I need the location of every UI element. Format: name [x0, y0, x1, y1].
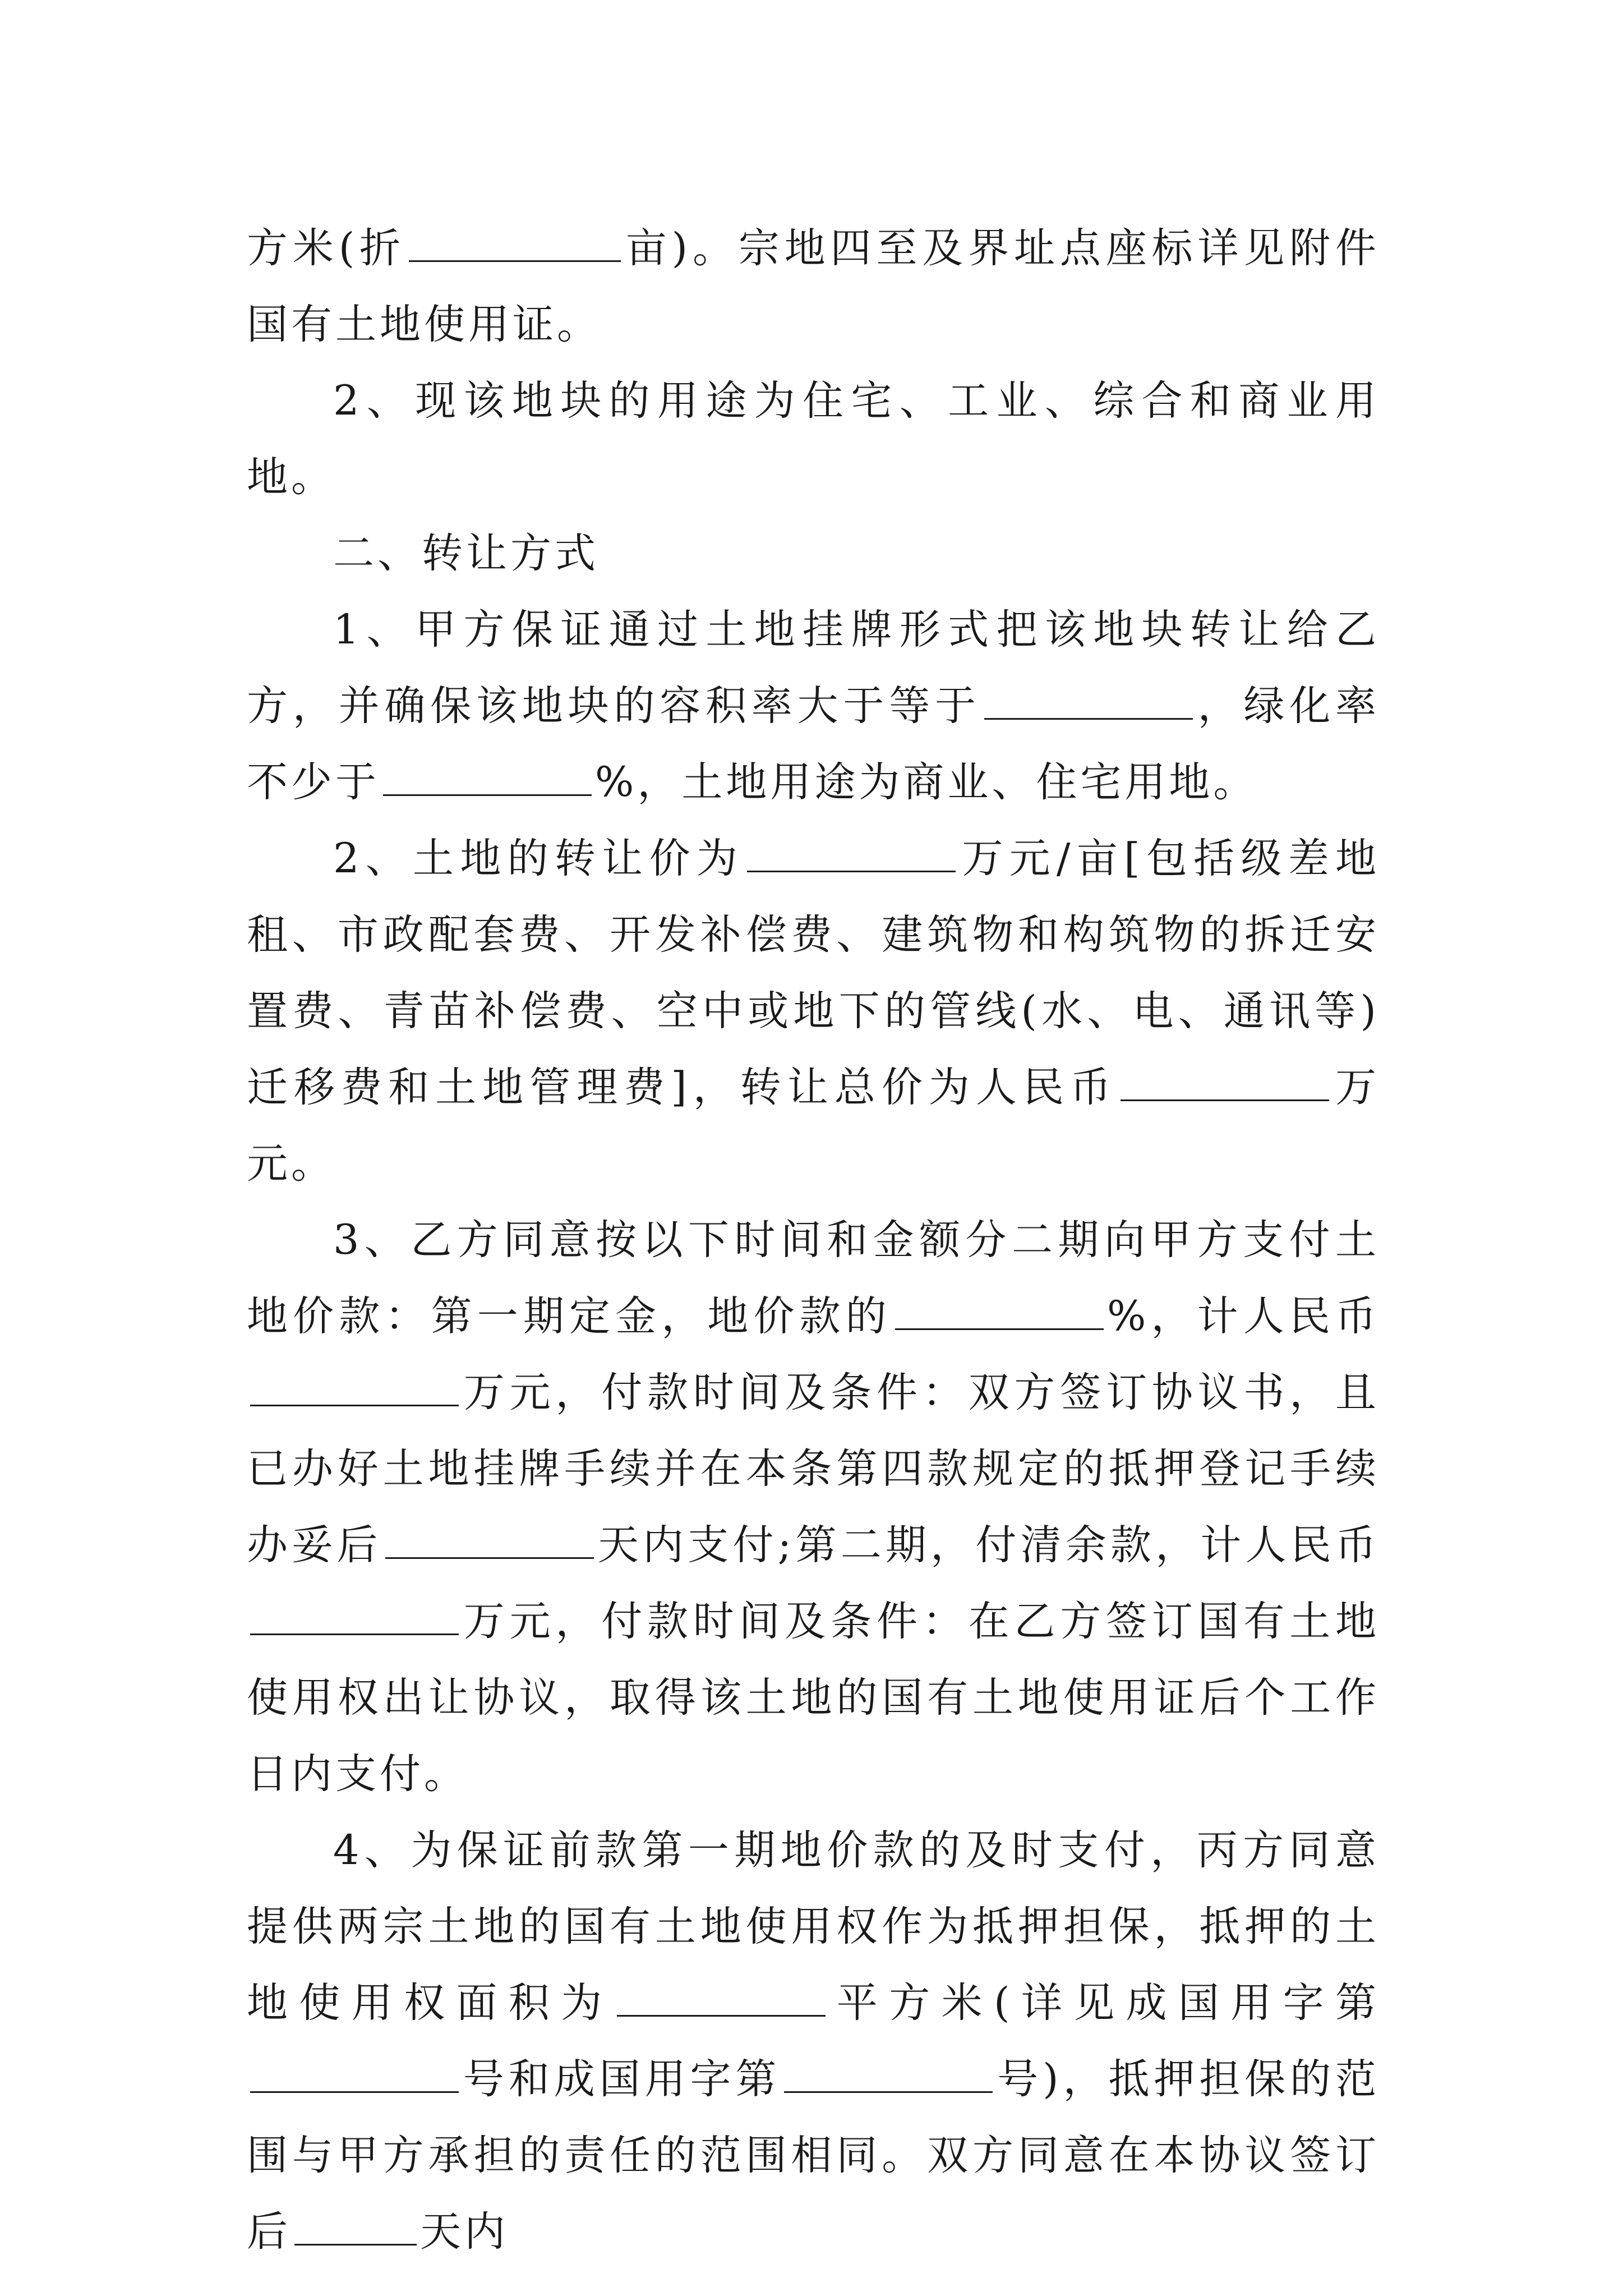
- text-fragment: %，土地用途为商业、住宅用地。: [595, 758, 1258, 806]
- blank-field-unit-price: [747, 834, 956, 872]
- blank-field-deposit-percent: [895, 1291, 1104, 1330]
- blank-field-days: [385, 1520, 594, 1559]
- blank-field-mortgage-area: [617, 1978, 826, 2017]
- text-fragment: 天内: [420, 2208, 509, 2256]
- text-fragment: 万元。: [247, 1064, 1380, 1188]
- text-fragment: 二、转让方式: [333, 530, 599, 577]
- text-fragment: 万元，付款时间及条件：双方签订协议书，且已办好土地挂牌手续并在本条第四款规定的抵押登记手续办妥后: [247, 1369, 1380, 1569]
- blank-field-mu: [409, 223, 621, 262]
- paragraph-clause-1: [247, 592, 1380, 821]
- text-fragment: 号和成国用字第: [462, 2055, 781, 2103]
- text-fragment: 方米(折: [247, 224, 405, 272]
- text-fragment: 平方米(详见成国用字第: [828, 1979, 1380, 2027]
- blank-field-cert-no-2: [784, 2054, 993, 2093]
- paragraph-land-use: [247, 363, 1380, 516]
- blank-field-green-rate: [383, 757, 592, 796]
- text-fragment: 4、为保证前款第一期地价款的及时支付，丙方同意提供两宗土地的国有土地使用权作为抵押担保，抵押的土地使用权面积为: [247, 1826, 1380, 2027]
- blank-field-balance-amount: [250, 1596, 459, 1635]
- text-fragment: ，绿化率不少于: [247, 682, 1380, 806]
- blank-field-cert-no-1: [250, 2054, 459, 2093]
- text-fragment: 号)，抵押担保的范围与甲方承担的责任的范围相同。双方同意在本协议签订后: [247, 2055, 1380, 2256]
- paragraph-clause-3: [247, 1202, 1380, 1812]
- text-fragment: 3、乙方同意按以下时间和金额分二期向甲方支付土地价款：第一期定金，地价款的: [247, 1216, 1380, 1340]
- paragraph-clause-4: [247, 1812, 1380, 2270]
- text-fragment: 亩)。宗地四至及界址点座标详见附件国有土地使用证。: [247, 224, 1380, 348]
- paragraph-clause-2: [247, 821, 1380, 1202]
- blank-field-plot-ratio: [984, 681, 1193, 720]
- blank-field-days-2: [294, 2207, 417, 2246]
- text-fragment: 万元/亩[包括级差地租、市政配套费、开发补偿费、建筑物和构筑物的拆迁安置费、青苗补偿费、空中或地下的管线(水、电、通讯等)迁移费和土地管理费]，转让总价为人民币: [247, 835, 1380, 1111]
- paragraph-area-note: [247, 210, 1380, 363]
- text-fragment: 1、甲方保证通过土地挂牌形式把该地块转让给乙方，并确保该地块的容积率大于等于: [247, 606, 1380, 730]
- text-fragment: 天内支付;第二期，付清余款，计人民币: [597, 1521, 1380, 1569]
- text-fragment: 2、现该地块的用途为住宅、工业、综合和商业用地。: [247, 377, 1380, 501]
- document-body: [247, 210, 1380, 2270]
- text-fragment: 万元，付款时间及条件：在乙方签订国有土地使用权出让协议，取得该土地的国有土地使用证后个工作日内支付。: [247, 1598, 1380, 1798]
- blank-field-total-price: [1121, 1062, 1329, 1101]
- blank-field-deposit-amount: [250, 1368, 459, 1406]
- text-fragment: %，计人民币: [1106, 1292, 1380, 1340]
- section-heading-transfer-method: [247, 516, 1380, 592]
- text-fragment: 2、土地的转让价为: [333, 835, 744, 882]
